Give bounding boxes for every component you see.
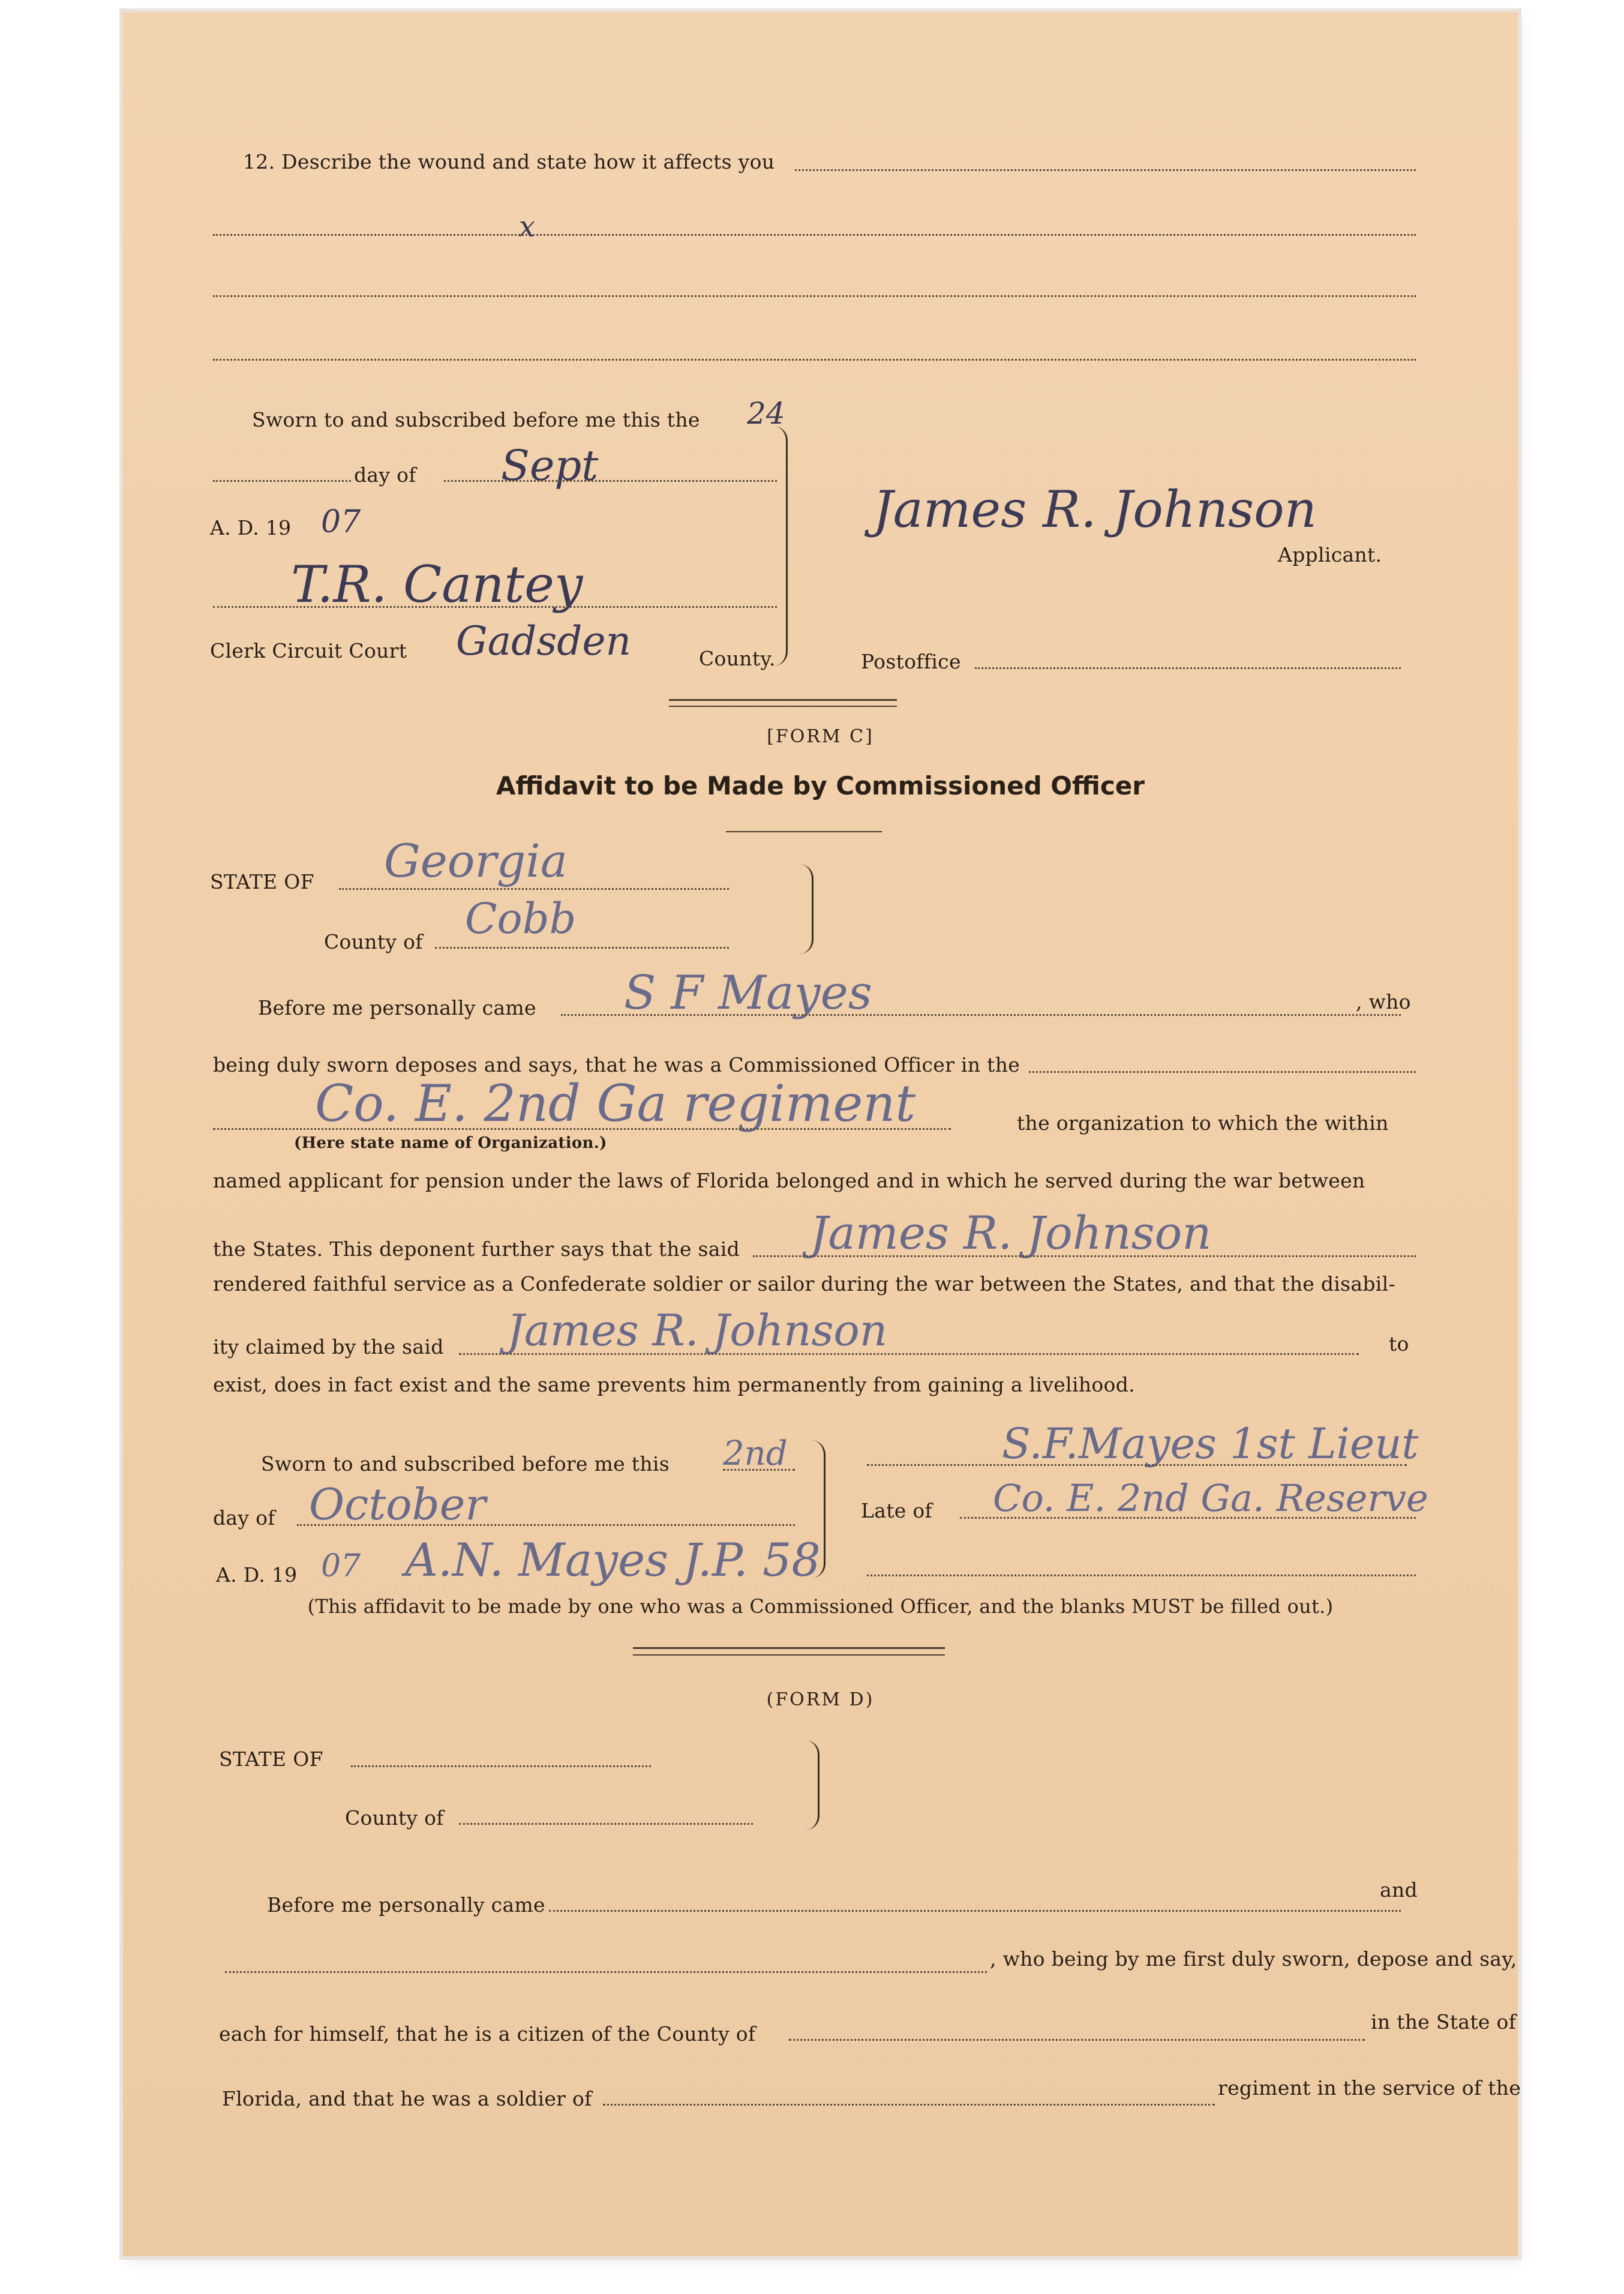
blank-line bbox=[225, 1971, 987, 1973]
late-of-line bbox=[960, 1517, 1416, 1519]
day-line bbox=[723, 1469, 795, 1471]
sworn-text: Sworn to and subscribed before me this the bbox=[252, 408, 700, 431]
postoffice-line bbox=[975, 667, 1401, 669]
handwritten-late-of: Co. E. 2nd Ga. Reserve bbox=[993, 1476, 1428, 1520]
name-line bbox=[459, 1353, 1359, 1355]
c-line-5: the States. This deponent further says that the said bbox=[213, 1237, 740, 1261]
divider bbox=[669, 706, 897, 707]
blank-line bbox=[549, 1910, 1401, 1912]
answer-line bbox=[795, 169, 1416, 171]
divider bbox=[633, 1654, 945, 1656]
county-label: County of bbox=[324, 930, 423, 953]
answer-line bbox=[213, 234, 1416, 236]
handwritten-day: 2nd bbox=[723, 1434, 788, 1473]
clerk-signature: T.R. Cantey bbox=[291, 555, 583, 614]
blank-line bbox=[867, 1575, 1416, 1576]
day-line bbox=[213, 480, 351, 482]
handwritten-officer: S F Mayes bbox=[624, 966, 872, 1020]
officer-signature: S.F.Mayes 1st Lieut bbox=[1002, 1419, 1419, 1468]
handwritten-year: 07 bbox=[321, 1548, 361, 1584]
county-label: County. bbox=[699, 647, 776, 670]
org-tail: the organization to which the within bbox=[1017, 1111, 1389, 1135]
who-text: , who bbox=[1356, 990, 1411, 1013]
state-line bbox=[351, 1765, 651, 1767]
county-line bbox=[459, 1823, 753, 1825]
c-line-8: exist, does in fact exist and the same prevents him permanently from gaining a livelihood. bbox=[213, 1373, 1135, 1396]
question-12: 12. Describe the wound and state how it affects you bbox=[243, 150, 775, 173]
divider bbox=[633, 1647, 945, 1649]
title-underline bbox=[726, 831, 882, 832]
state-label: STATE OF bbox=[219, 1747, 323, 1771]
county-blank bbox=[789, 2039, 1365, 2041]
before-text: Before me personally came bbox=[267, 1893, 545, 1917]
state-line bbox=[339, 888, 729, 890]
form-c-note: (This affidavit to be made by one who was a Commissioned Officer, and the blanks MUST be filled out.) bbox=[307, 1595, 1334, 1618]
officer-line bbox=[561, 1014, 1401, 1016]
applicant-signature: James R. Johnson bbox=[873, 480, 1317, 539]
document-page bbox=[123, 12, 1521, 2256]
handwritten-year: 07 bbox=[321, 504, 361, 540]
month-line bbox=[297, 1524, 795, 1526]
ad-label: A. D. 19 bbox=[216, 1563, 298, 1587]
bracket bbox=[795, 864, 813, 954]
c-line-2-blank bbox=[1029, 1071, 1416, 1073]
c-line-7: ity claimed by the said bbox=[213, 1335, 444, 1359]
answer-line bbox=[213, 295, 1416, 297]
bracket bbox=[801, 1740, 819, 1830]
signature-line bbox=[867, 1464, 1407, 1466]
postoffice-label: Postoffice bbox=[861, 650, 961, 673]
handwritten-month: October bbox=[309, 1479, 486, 1530]
day-of-label: day of bbox=[213, 1506, 275, 1530]
d-line-2-tail: , who being by me first duly sworn, depose and say, bbox=[990, 1947, 1517, 1971]
sworn-text: Sworn to and subscribed before me this bbox=[261, 1452, 670, 1476]
state-label: STATE OF bbox=[210, 870, 314, 893]
handwritten-mark: x bbox=[519, 210, 536, 244]
regiment-blank bbox=[603, 2104, 1215, 2106]
name-line bbox=[753, 1255, 1416, 1257]
clerk-line bbox=[213, 606, 777, 608]
to-text: to bbox=[1389, 1332, 1409, 1356]
form-c-title: Affidavit to be Made by Commissioned Officer bbox=[496, 771, 1145, 800]
form-c-label: [FORM C] bbox=[767, 726, 874, 747]
handwritten-state: Georgia bbox=[384, 834, 568, 887]
divider bbox=[669, 699, 897, 701]
county-line bbox=[435, 947, 729, 949]
day-of-label: day of bbox=[354, 463, 416, 487]
form-d-label: (FORM D) bbox=[766, 1689, 875, 1710]
c-line-6: rendered faithful service as a Confederate soldier or sailor during the war between the States, and that the disabil- bbox=[213, 1272, 1395, 1296]
handwritten-month: Sept bbox=[501, 441, 599, 490]
county-label: County of bbox=[345, 1806, 444, 1830]
clerk-label: Clerk Circuit Court bbox=[210, 639, 407, 662]
handwritten-county: Gadsden bbox=[456, 618, 632, 664]
handwritten-name-1: James R. Johnson bbox=[810, 1206, 1212, 1260]
month-line bbox=[444, 480, 777, 482]
organization-line bbox=[213, 1128, 951, 1130]
c-line-4: named applicant for pension under the laws of Florida belonged and in which he served during the war between bbox=[213, 1169, 1365, 1192]
before-text: Before me personally came bbox=[258, 996, 536, 1019]
handwritten-name-2: James R. Johnson bbox=[507, 1305, 888, 1356]
answer-line bbox=[213, 359, 1416, 361]
and-text: and bbox=[1380, 1878, 1418, 1902]
notary-signature: A.N. Mayes J.P. 58 bbox=[405, 1533, 821, 1587]
ad-label: A. D. 19 bbox=[210, 516, 292, 539]
d-line-3: each for himself, that he is a citizen of the County of bbox=[219, 2022, 756, 2046]
late-of-label: Late of bbox=[861, 1499, 933, 1522]
d-line-3-tail: in the State of bbox=[1371, 2010, 1517, 2034]
applicant-label: Applicant. bbox=[1278, 543, 1382, 566]
handwritten-organization: Co. E. 2nd Ga regiment bbox=[315, 1074, 916, 1133]
d-line-4-tail: regiment in the service of the bbox=[1218, 2076, 1521, 2100]
organization-note: (Here state name of Organization.) bbox=[294, 1134, 607, 1152]
bracket bbox=[768, 426, 788, 666]
handwritten-county: Cobb bbox=[465, 894, 577, 943]
d-line-4: Florida, and that he was a soldier of bbox=[222, 2087, 592, 2110]
handwritten-day: 24 bbox=[747, 396, 785, 431]
c-line-2: being duly sworn deposes and says, that he was a Commissioned Officer in the bbox=[213, 1053, 1020, 1076]
